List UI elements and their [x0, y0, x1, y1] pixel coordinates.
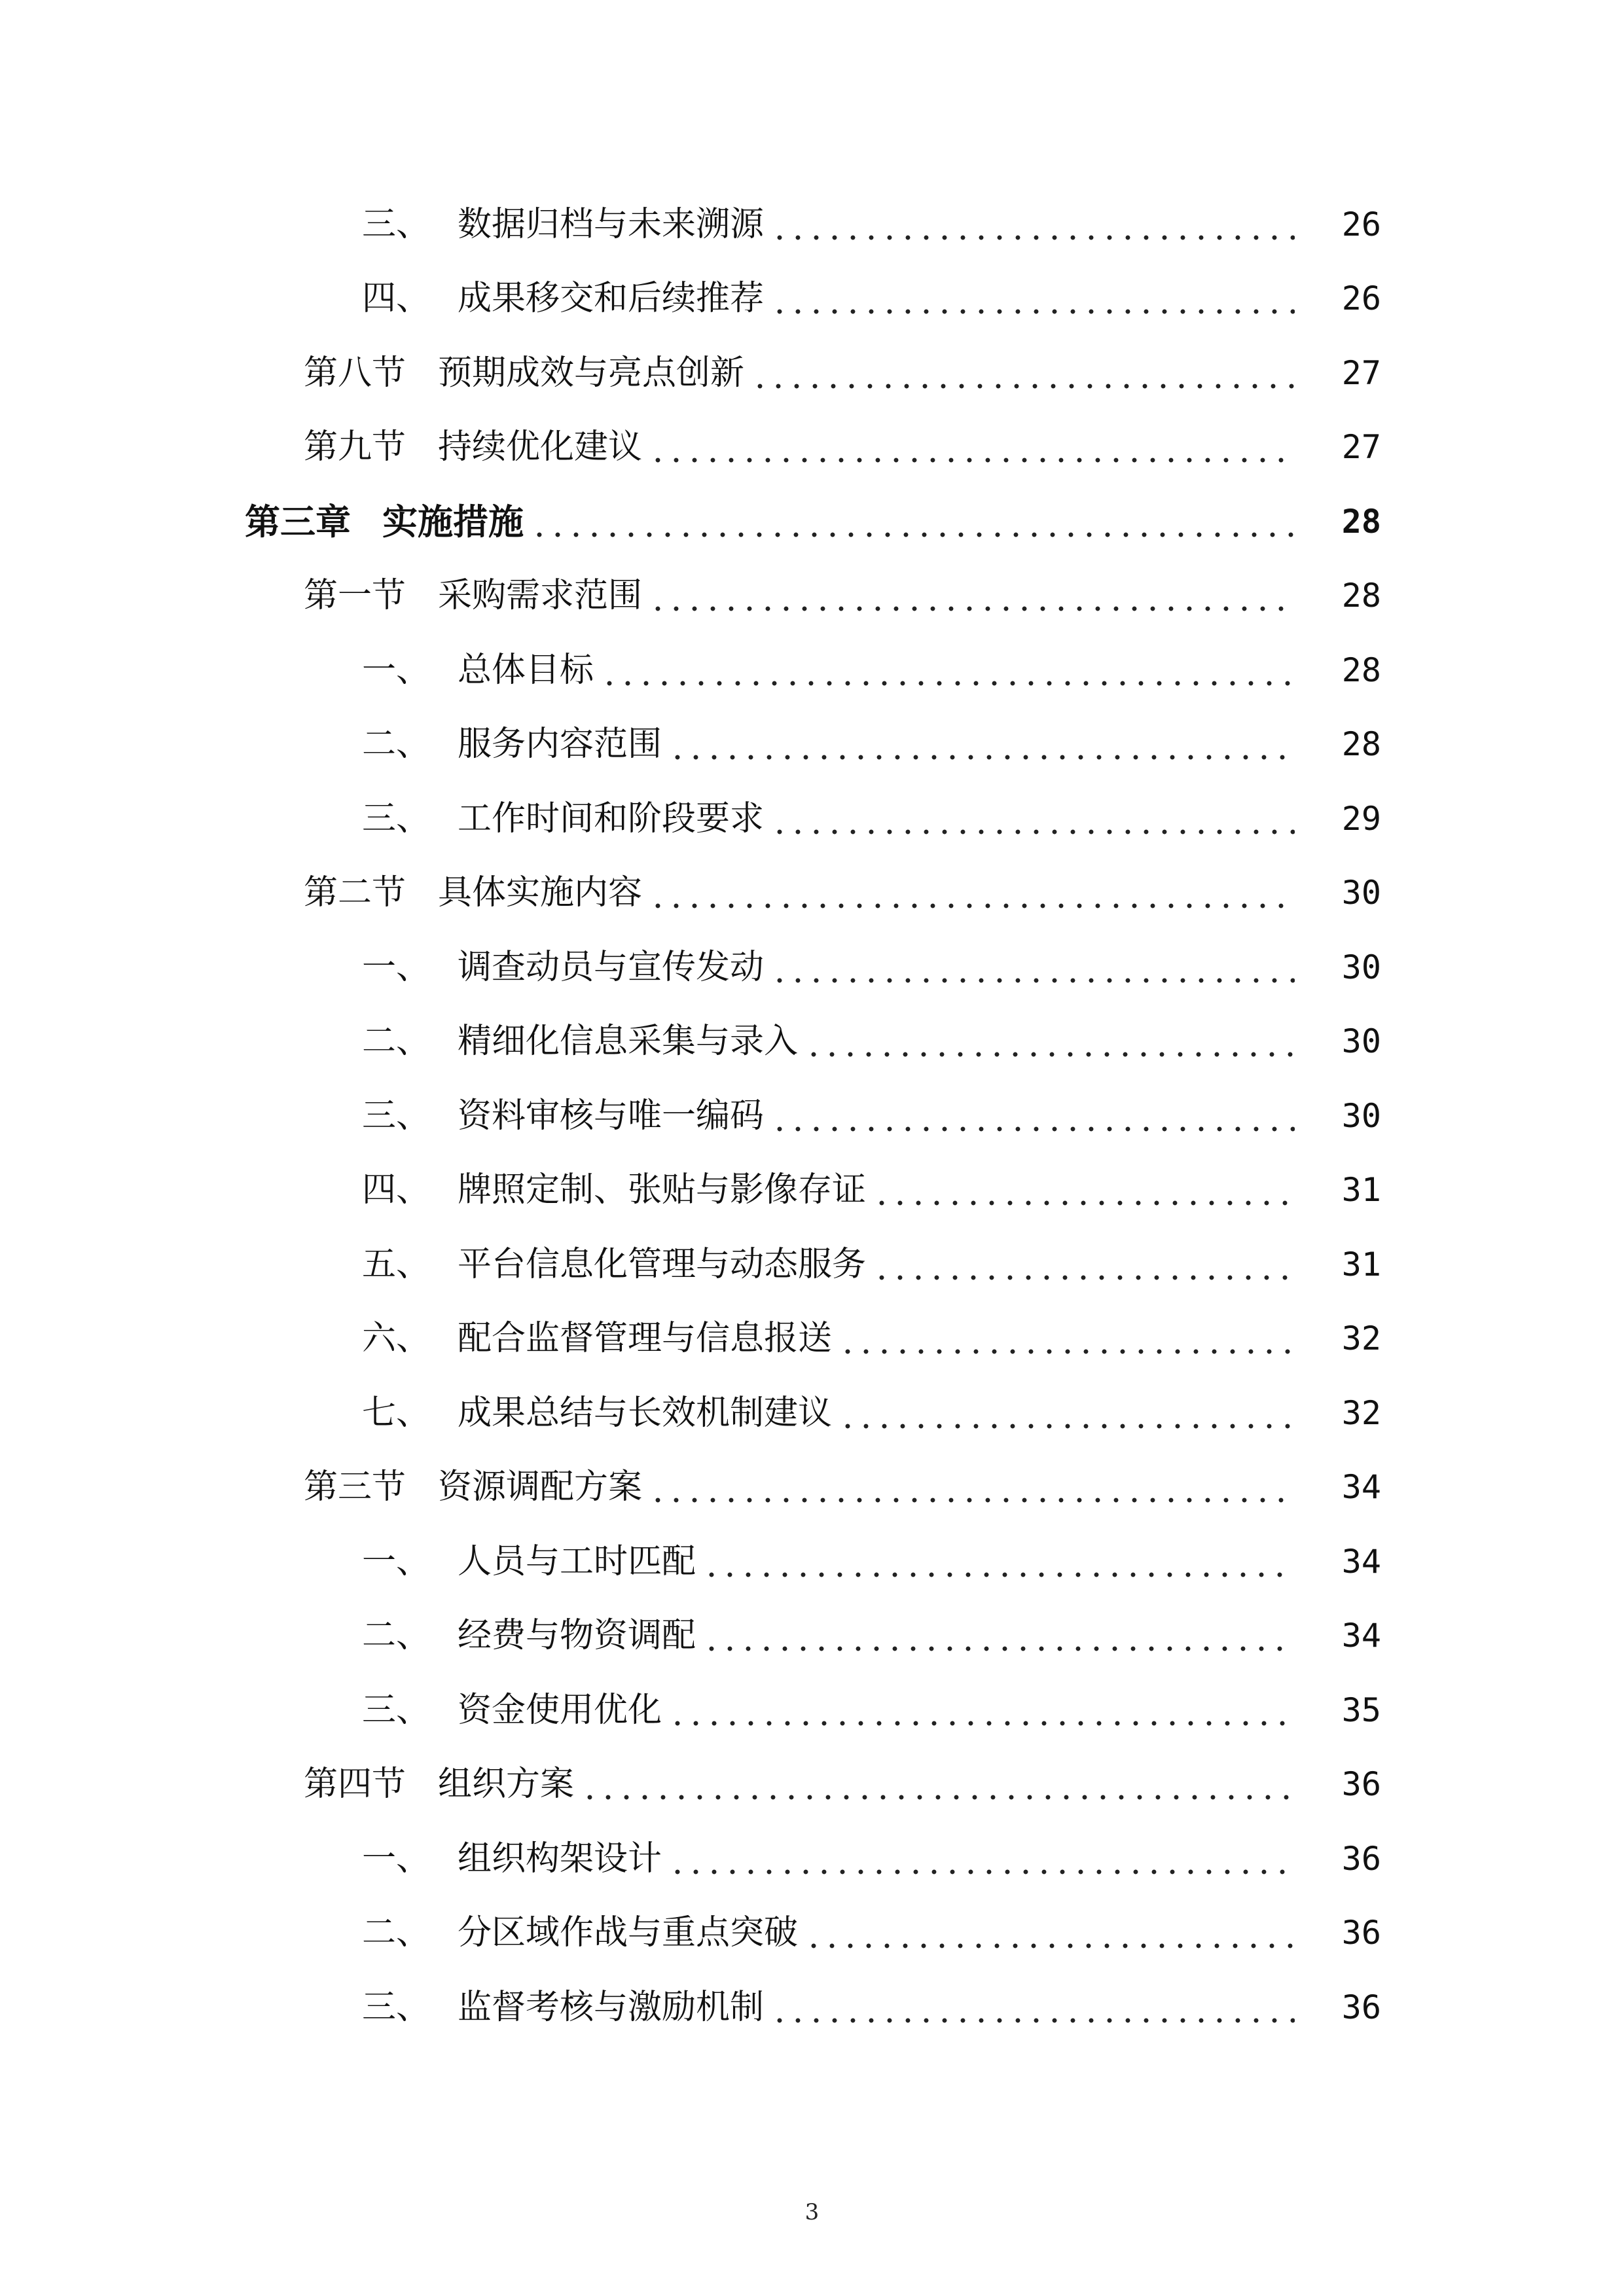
toc-entry-number: 二、 [362, 1616, 431, 1656]
toc-entry-heading [362, 798, 765, 838]
toc-entry-line [362, 204, 1381, 244]
toc-entry-heading [362, 1096, 765, 1136]
toc-entry-page-number: 36 [1341, 1839, 1381, 1878]
toc-entry-page-number: 26 [1341, 279, 1381, 318]
toc-entry-item[interactable] [0, 930, 1624, 1005]
toc-entry-page-number: 35 [1341, 1691, 1381, 1729]
toc-entry-item[interactable] [0, 1079, 1624, 1153]
toc-dot-leader [581, 1767, 1295, 1801]
toc-dot-leader [770, 1990, 1295, 2024]
toc-entry-page-number: 29 [1341, 799, 1381, 838]
toc-dot-leader [770, 281, 1295, 315]
toc-entry-heading [362, 279, 765, 319]
toc-entry-page-number: 31 [1341, 1245, 1381, 1283]
toc-entry-heading [245, 500, 524, 543]
toc-entry-title: 数据归档与未来溯源 [458, 204, 765, 244]
toc-entry-line [362, 1987, 1381, 2027]
toc-entry-line [304, 427, 1381, 467]
toc-entry-title: 组织方案 [438, 1765, 575, 1804]
toc-entry-title: 总体目标 [458, 650, 594, 690]
toc-entry-number: 一、 [362, 1541, 431, 1581]
toc-entry-line [362, 798, 1381, 838]
toc-dot-leader [770, 950, 1295, 984]
toc-entry-item[interactable] [0, 187, 1624, 262]
toc-entry-title: 资金使用优化 [458, 1690, 662, 1730]
toc-entry-heading [362, 1244, 867, 1284]
toc-entry-title: 预期成效与亮点创新 [438, 353, 745, 393]
toc-entry-line [362, 947, 1381, 987]
toc-entry-title: 监督考核与激励机制 [458, 1987, 765, 2027]
toc-entry-heading [362, 1987, 765, 2027]
toc-entry-title: 牌照定制、张贴与影像存证 [458, 1170, 867, 1210]
toc-entry-page-number: 34 [1341, 1542, 1381, 1581]
toc-entry-page-number: 34 [1341, 1617, 1381, 1655]
toc-entry-heading [304, 353, 745, 393]
toc-dot-leader [770, 1099, 1295, 1133]
toc-dot-leader [804, 1916, 1295, 1950]
toc-dot-leader [649, 430, 1295, 464]
toc-entry-number: 二、 [362, 1913, 431, 1953]
toc-dot-leader [649, 876, 1295, 910]
toc-entry-page-number: 27 [1341, 353, 1381, 392]
toc-entry-item[interactable] [0, 1896, 1624, 1971]
toc-dot-leader [668, 1693, 1295, 1727]
toc-entry-line [304, 1467, 1381, 1507]
toc-entry-line [362, 1616, 1381, 1656]
toc-entry-line [304, 576, 1381, 616]
toc-entry-heading [362, 725, 662, 764]
toc-entry-number: 第四节 [304, 1765, 406, 1804]
toc-entry-heading [362, 1839, 662, 1878]
toc-entry-line [304, 353, 1381, 393]
toc-entry-number: 第三章 [245, 500, 351, 543]
toc-entry-title: 平台信息化管理与动态服务 [458, 1244, 867, 1284]
toc-entry-number: 第八节 [304, 353, 406, 393]
toc-entry-section[interactable] [0, 856, 1624, 931]
toc-entry-section[interactable] [0, 1748, 1624, 1822]
toc-entry-line [362, 1096, 1381, 1136]
page-number: 3 [804, 2199, 820, 2225]
toc-entry-line [362, 1541, 1381, 1581]
toc-entry-number: 二、 [362, 1022, 431, 1062]
toc-entry-line [362, 1022, 1381, 1062]
toc-entry-page-number: 32 [1341, 1319, 1381, 1358]
toc-entry-number: 四、 [362, 279, 431, 319]
toc-entry-number: 六、 [362, 1319, 431, 1359]
toc-entry-page-number: 36 [1341, 1765, 1381, 1804]
toc-entry-page-number: 31 [1341, 1171, 1381, 1210]
toc-entry-page-number: 28 [1341, 502, 1381, 541]
toc-entry-section[interactable] [0, 336, 1624, 410]
toc-entry-item[interactable] [0, 781, 1624, 856]
toc-dot-leader [770, 207, 1295, 242]
toc-entry-title: 调查动员与宣传发动 [458, 947, 765, 987]
toc-entry-heading [362, 1022, 799, 1062]
toc-entry-number: 第九节 [304, 427, 406, 467]
toc-entry-title: 具体实施内容 [438, 873, 643, 913]
toc-dot-leader [600, 653, 1295, 687]
toc-entry-page-number: 36 [1341, 1988, 1381, 2026]
toc-entry-section[interactable] [0, 1450, 1624, 1525]
toc-entry-item[interactable] [0, 1524, 1624, 1599]
toc-entry-title: 工作时间和阶段要求 [458, 798, 765, 838]
toc-entry-number: 七、 [362, 1393, 431, 1433]
toc-entry-heading [362, 1690, 662, 1730]
toc-entry-heading [362, 1541, 696, 1581]
toc-dot-leader [530, 505, 1295, 539]
toc-entry-chapter[interactable] [0, 484, 1624, 559]
toc-entry-section[interactable] [0, 559, 1624, 634]
toc-entry-title: 人员与工时匹配 [458, 1541, 696, 1581]
toc-entry-line [362, 1690, 1381, 1730]
toc-dot-leader [751, 356, 1295, 390]
toc-entry-line [362, 279, 1381, 319]
toc-entry-title: 成果总结与长效机制建议 [458, 1393, 833, 1433]
toc-entry-title: 资源调配方案 [438, 1467, 643, 1507]
toc-entry-title: 采购需求范围 [438, 576, 643, 616]
toc-entry-title: 经费与物资调配 [458, 1616, 696, 1656]
toc-entry-section[interactable] [0, 410, 1624, 485]
toc-entry-page-number: 30 [1341, 1022, 1381, 1061]
toc-entry-item[interactable] [0, 1005, 1624, 1079]
toc-entry-line [362, 725, 1381, 764]
toc-entry-heading [362, 650, 594, 690]
toc-entry-number: 一、 [362, 1839, 431, 1878]
toc-entry-line [362, 1393, 1381, 1433]
toc-entry-page-number: 34 [1341, 1468, 1381, 1507]
toc-entry-page-number: 28 [1341, 651, 1381, 689]
toc-dot-leader [702, 1545, 1295, 1579]
toc-entry-page-number: 30 [1341, 948, 1381, 986]
toc-entry-heading [304, 427, 643, 467]
toc-entry-title: 精细化信息采集与录入 [458, 1022, 799, 1062]
toc-entry-heading [304, 576, 643, 616]
toc-entry-title: 持续优化建议 [438, 427, 643, 467]
toc-entry-heading [362, 1913, 799, 1953]
toc-entry-title: 服务内容范围 [458, 725, 662, 764]
toc-entry-heading [362, 204, 765, 244]
toc-entry-heading [362, 947, 765, 987]
toc-entry-number: 第一节 [304, 576, 406, 616]
toc-dot-leader [702, 1619, 1295, 1653]
toc-dot-leader [839, 1321, 1295, 1355]
toc-entry-line [245, 500, 1381, 543]
toc-entry-number: 三、 [362, 798, 431, 838]
toc-entry-page-number: 27 [1341, 428, 1381, 467]
toc-entry-item[interactable] [0, 708, 1624, 782]
toc-entry-page-number: 36 [1341, 1914, 1381, 1952]
toc-entry-item[interactable] [0, 1302, 1624, 1376]
toc-entry-page-number: 32 [1341, 1393, 1381, 1432]
toc-entry-number: 三、 [362, 204, 431, 244]
toc-entry-line [362, 1839, 1381, 1878]
toc-entry-line [362, 1319, 1381, 1359]
toc-entry-line [362, 650, 1381, 690]
toc-entry-number: 一、 [362, 947, 431, 987]
toc-entry-page-number: 30 [1341, 1096, 1381, 1135]
toc-entry-title: 实施措施 [382, 500, 524, 543]
toc-entry-number: 第三节 [304, 1467, 406, 1507]
toc-entry-title: 配合监督管理与信息报送 [458, 1319, 833, 1359]
toc-entry-line [362, 1170, 1381, 1210]
toc-entry-heading [362, 1616, 696, 1656]
toc-entry-item[interactable] [0, 262, 1624, 336]
toc-entry-number: 一、 [362, 650, 431, 690]
table-of-contents [0, 187, 1624, 2045]
toc-entry-number: 三、 [362, 1096, 431, 1136]
toc-entry-number: 三、 [362, 1690, 431, 1730]
toc-entry-heading [362, 1170, 867, 1210]
toc-entry-number: 五、 [362, 1244, 431, 1284]
toc-entry-page-number: 28 [1341, 577, 1381, 615]
toc-entry-item[interactable] [0, 633, 1624, 708]
toc-entry-title: 组织构架设计 [458, 1839, 662, 1878]
toc-dot-leader [804, 1024, 1295, 1058]
toc-dot-leader [839, 1396, 1295, 1430]
toc-entry-item[interactable] [0, 1673, 1624, 1748]
toc-dot-leader [649, 1470, 1295, 1504]
toc-dot-leader [668, 727, 1295, 761]
toc-entry-heading [362, 1393, 833, 1433]
toc-entry-number: 二、 [362, 725, 431, 764]
toc-entry-heading [304, 873, 643, 913]
toc-entry-heading [362, 1319, 833, 1359]
toc-dot-leader [649, 579, 1295, 613]
toc-entry-line [304, 873, 1381, 913]
toc-entry-title: 分区域作战与重点突破 [458, 1913, 799, 1953]
toc-dot-leader [873, 1247, 1295, 1282]
toc-entry-item[interactable] [0, 1970, 1624, 2045]
toc-entry-line [362, 1913, 1381, 1953]
toc-entry-heading [304, 1765, 575, 1804]
toc-dot-leader [668, 1842, 1295, 1876]
toc-entry-item[interactable] [0, 1376, 1624, 1450]
toc-entry-number: 第二节 [304, 873, 406, 913]
toc-entry-page-number: 26 [1341, 205, 1381, 243]
toc-entry-page-number: 28 [1341, 725, 1381, 764]
toc-entry-number: 四、 [362, 1170, 431, 1210]
toc-entry-item[interactable] [0, 1227, 1624, 1302]
toc-entry-line [362, 1244, 1381, 1284]
toc-entry-title: 成果移交和后续推荐 [458, 279, 765, 319]
toc-entry-number: 三、 [362, 1987, 431, 2027]
toc-entry-line [304, 1765, 1381, 1804]
toc-entry-heading [304, 1467, 643, 1507]
toc-dot-leader [873, 1173, 1295, 1207]
toc-entry-item[interactable] [0, 1821, 1624, 1896]
toc-entry-item[interactable] [0, 1599, 1624, 1674]
toc-entry-item[interactable] [0, 1153, 1624, 1228]
toc-entry-title: 资料审核与唯一编码 [458, 1096, 765, 1136]
toc-entry-page-number: 30 [1341, 874, 1381, 912]
toc-dot-leader [770, 802, 1295, 836]
